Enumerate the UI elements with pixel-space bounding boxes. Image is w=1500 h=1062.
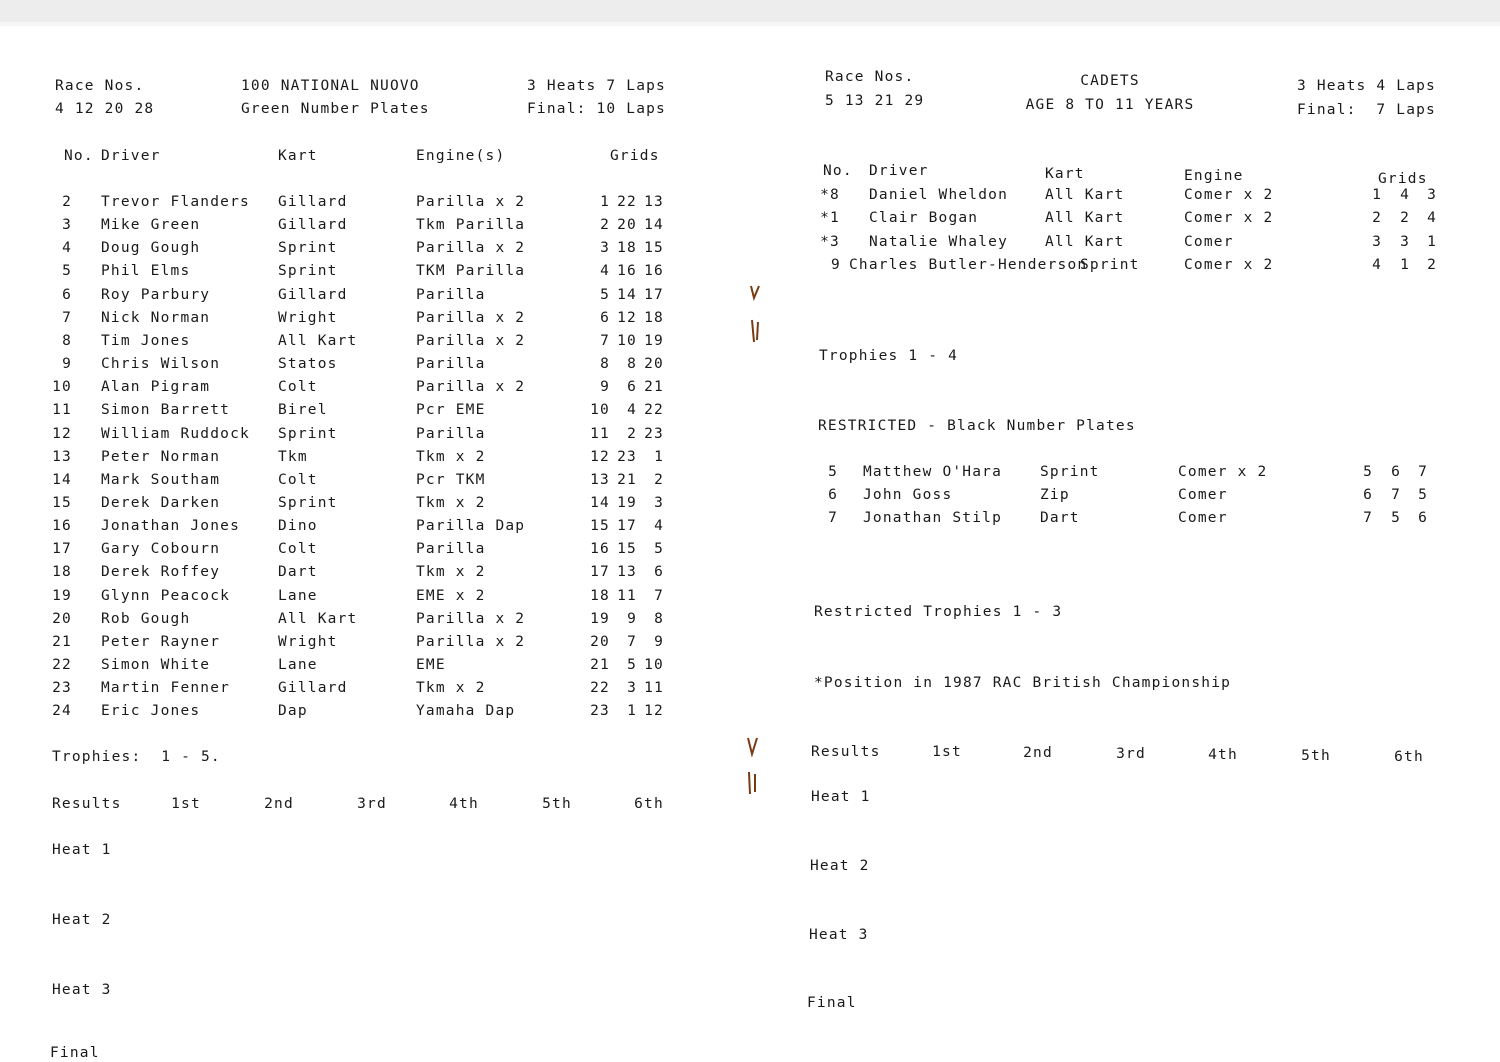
entry-grid-2: 14 [617, 286, 637, 303]
entry-engine: EME [416, 657, 446, 673]
entry-engine: Parilla [416, 356, 486, 373]
entry-no: 12 [52, 425, 72, 442]
result-place-header: 5th [542, 796, 572, 812]
result-row-label: Final [807, 995, 857, 1011]
entry-grid-2: 19 [617, 494, 637, 511]
result-row-label: Heat 1 [811, 789, 871, 805]
entry-grid-3: 3 [1427, 187, 1437, 203]
result-place-header: 3rd [357, 796, 387, 812]
entry-no: 22 [52, 657, 72, 673]
entry-kart: Sprint [278, 494, 338, 511]
entry-grid-2: 3 [1400, 233, 1410, 250]
entry-kart: All Kart [1045, 210, 1125, 227]
entry-kart: Colt [278, 379, 318, 396]
entry-grid-1: 23 [590, 703, 610, 720]
entry-engine: Comer [1184, 233, 1234, 250]
entry-grid-1: 4 [600, 263, 610, 280]
entry-driver: Phil Elms [101, 263, 191, 280]
entry-engine: Comer x 2 [1184, 187, 1274, 203]
entry-driver: Chris Wilson [101, 356, 221, 373]
heats-info: 3 Heats 7 Laps [526, 78, 666, 94]
entry-engine: Parilla [416, 286, 486, 303]
entry-grid-2: 16 [617, 263, 637, 280]
entry-grid-3: 2 [654, 471, 664, 488]
entry-grid-1: 6 [600, 309, 610, 326]
entry-driver: Simon White [101, 657, 211, 673]
entry-grid-2: 23 [617, 448, 637, 465]
result-place-header: 2nd [1023, 745, 1053, 761]
entry-no: 16 [52, 518, 72, 535]
entry-driver: Nick Norman [101, 309, 211, 326]
entry-kart: Lane [278, 587, 318, 604]
entry-grid-3: 1 [654, 448, 664, 465]
entry-grid-1: 11 [590, 425, 610, 442]
entry-driver: Tim Jones [101, 332, 191, 349]
entry-no: 8 [62, 332, 72, 349]
restricted-title: RESTRICTED - Black Number Plates [818, 418, 1136, 434]
entry-no: 9 [62, 356, 72, 373]
entry-driver: Rob Gough [101, 610, 191, 627]
footnote: *Position in 1987 RAC British Championship [814, 675, 1232, 691]
staple-mark [748, 284, 762, 314]
class-subtitle: Green Number Plates [241, 101, 430, 117]
class-title: 100 NATIONAL NUOVO [241, 78, 420, 94]
col-driver: Driver [101, 148, 161, 164]
entry-grid-1: 3 [1372, 233, 1382, 250]
entry-no: *8 [820, 187, 840, 203]
entry-grid-3: 22 [644, 402, 664, 419]
entry-grid-1: 10 [590, 402, 610, 419]
entry-grid-2: 17 [617, 518, 637, 535]
entry-no: 14 [52, 471, 72, 488]
entry-grid-3: 7 [654, 587, 664, 604]
entry-engine: Pcr TKM [416, 471, 486, 488]
entry-kart: Sprint [1040, 464, 1100, 480]
entry-grid-2: 21 [617, 471, 637, 488]
entry-engine: Tkm x 2 [416, 494, 486, 511]
entry-grid-2: 1 [1400, 257, 1410, 273]
entry-engine: Tkm x 2 [416, 680, 486, 697]
entry-engine: Parilla Dap [416, 518, 526, 535]
entry-grid-1: 1 [1372, 187, 1382, 203]
entry-driver: John Goss [863, 487, 953, 504]
result-place-header: 5th [1301, 748, 1331, 764]
entry-kart: Colt [278, 541, 318, 558]
entry-grid-1: 1 [600, 194, 610, 210]
entry-grid-1: 2 [600, 217, 610, 234]
entry-grid-2: 7 [1391, 487, 1401, 504]
entry-engine: Parilla x 2 [416, 633, 526, 650]
race-nos: 4 12 20 28 [55, 101, 155, 117]
col-engine: Engine(s) [416, 148, 506, 164]
entry-grid-2: 5 [627, 657, 637, 673]
entry-grid-1: 2 [1372, 210, 1382, 227]
entry-kart: Gillard [278, 286, 348, 303]
col-engine: Engine [1184, 168, 1244, 184]
entry-kart: Tkm [278, 448, 308, 465]
entry-grid-3: 20 [644, 356, 664, 373]
entry-grid-1: 21 [590, 657, 610, 673]
entry-no: 6 [62, 286, 72, 303]
entry-grid-1: 4 [1372, 257, 1382, 273]
result-place-header: 1st [171, 796, 201, 812]
result-place-header: 2nd [264, 796, 294, 812]
entry-grid-1: 8 [600, 356, 610, 373]
entry-grid-2: 10 [617, 332, 637, 349]
entry-no: 5 [828, 464, 838, 480]
entry-no: 6 [828, 487, 838, 504]
entry-grid-2: 6 [627, 379, 637, 396]
entry-grid-2: 4 [1400, 187, 1410, 203]
entry-kart: Birel [278, 402, 328, 419]
result-place-header: 6th [1394, 749, 1424, 765]
entry-kart: Sprint [278, 240, 338, 257]
entry-no: 10 [52, 379, 72, 396]
entry-grid-3: 19 [644, 332, 664, 349]
entry-no: 4 [62, 240, 72, 257]
entry-engine: TKM Parilla [416, 263, 526, 280]
entry-grid-3: 14 [644, 217, 664, 234]
entry-kart: Sprint [1080, 257, 1140, 273]
entry-grid-3: 11 [644, 680, 664, 697]
entry-driver: Jonathan Stilp [863, 510, 1003, 527]
entry-grid-1: 12 [590, 448, 610, 465]
col-grids: Grids [1378, 171, 1428, 187]
entry-no: 7 [828, 510, 838, 527]
entry-grid-1: 13 [590, 471, 610, 488]
entry-grid-2: 6 [1391, 464, 1401, 480]
entry-grid-3: 2 [1427, 257, 1437, 273]
entry-driver: Gary Cobourn [101, 541, 221, 558]
entry-grid-3: 5 [1418, 487, 1428, 504]
trophies: Trophies: 1 - 5. [52, 749, 221, 765]
entry-grid-1: 3 [600, 240, 610, 257]
entry-grid-1: 19 [590, 610, 610, 627]
entry-no: 5 [62, 263, 72, 280]
entry-driver: Glynn Peacock [101, 587, 231, 604]
restricted-trophies: Restricted Trophies 1 - 3 [814, 604, 1063, 620]
result-row-label: Heat 3 [809, 927, 869, 943]
entry-grid-1: 15 [590, 518, 610, 535]
entry-grid-3: 8 [654, 610, 664, 627]
col-kart: Kart [278, 148, 318, 164]
entry-kart: Dart [1040, 510, 1080, 527]
entry-kart: Wright [278, 633, 338, 650]
staple-mark [745, 770, 759, 800]
entry-engine: Comer x 2 [1184, 257, 1274, 273]
entry-engine: Parilla x 2 [416, 240, 526, 257]
entry-driver: Eric Jones [101, 703, 201, 720]
entry-driver: Peter Norman [101, 448, 221, 465]
entry-no: 17 [52, 541, 72, 558]
entry-grid-3: 13 [644, 194, 664, 210]
entry-grid-1: 5 [1363, 464, 1373, 480]
left-page [0, 26, 750, 1061]
entry-grid-2: 9 [627, 610, 637, 627]
result-row-label: Heat 1 [52, 842, 112, 858]
entry-grid-2: 11 [617, 587, 637, 604]
entry-driver: Daniel Wheldon [869, 187, 1009, 203]
result-row-label: Heat 2 [810, 858, 870, 874]
entry-engine: Parilla x 2 [416, 379, 526, 396]
entry-grid-2: 20 [617, 217, 637, 234]
entry-grid-1: 7 [600, 332, 610, 349]
race-nos: 5 13 21 29 [825, 93, 925, 109]
entry-grid-3: 16 [644, 263, 664, 280]
entry-kart: All Kart [1045, 233, 1125, 250]
entry-grid-1: 20 [590, 633, 610, 650]
entry-grid-2: 12 [617, 309, 637, 326]
entry-engine: Parilla [416, 541, 486, 558]
entry-grid-2: 18 [617, 240, 637, 257]
entry-kart: Gillard [278, 217, 348, 234]
entry-kart: All Kart [1045, 187, 1125, 203]
entry-engine: Comer x 2 [1178, 464, 1268, 480]
entry-grid-1: 14 [590, 494, 610, 511]
entry-grid-3: 7 [1418, 464, 1428, 480]
entry-grid-1: 7 [1363, 510, 1373, 527]
col-no: No. [823, 163, 853, 179]
scan-top-edge [0, 0, 1500, 22]
entry-no: 7 [62, 309, 72, 326]
entry-driver: Alan Pigram [101, 379, 211, 396]
entry-engine: Comer [1178, 487, 1228, 504]
entry-no: 11 [52, 402, 72, 419]
entry-no: 24 [52, 703, 72, 720]
entry-grid-3: 12 [644, 703, 664, 720]
entry-no: 20 [52, 610, 72, 627]
results-label: Results [52, 796, 122, 812]
entry-grid-1: 5 [600, 286, 610, 303]
entry-kart: All Kart [278, 332, 358, 349]
entry-kart: Dart [278, 564, 318, 581]
entry-no: 3 [62, 217, 72, 234]
entry-grid-3: 6 [1418, 510, 1428, 527]
entry-no: 9 [831, 257, 841, 273]
entry-grid-1: 9 [600, 379, 610, 396]
entry-grid-1: 17 [590, 564, 610, 581]
entry-engine: Tkm x 2 [416, 564, 486, 581]
entry-driver: Peter Rayner [101, 633, 221, 650]
entry-engine: Tkm Parilla [416, 217, 526, 234]
race-nos-label: Race Nos. [55, 78, 145, 94]
entry-engine: Comer x 2 [1184, 210, 1274, 227]
entry-kart: Dap [278, 703, 308, 720]
staple-mark [748, 318, 762, 348]
entry-grid-2: 4 [627, 402, 637, 419]
result-row-label: Final [50, 1045, 100, 1061]
entry-driver: Matthew O'Hara [863, 464, 1003, 480]
entry-driver: Martin Fenner [101, 680, 231, 697]
entry-driver: Roy Parbury [101, 286, 211, 303]
entry-no: 19 [52, 587, 72, 604]
result-place-header: 1st [932, 744, 962, 760]
heats-info: 3 Heats 4 Laps [1296, 78, 1436, 94]
entry-grid-2: 1 [627, 703, 637, 720]
entry-grid-2: 7 [627, 633, 637, 650]
entry-engine: Parilla x 2 [416, 610, 526, 627]
entry-no: 21 [52, 633, 72, 650]
entry-grid-2: 2 [1400, 210, 1410, 227]
result-place-header: 3rd [1116, 746, 1146, 762]
entry-grid-3: 15 [644, 240, 664, 257]
entry-kart: Colt [278, 471, 318, 488]
trophies: Trophies 1 - 4 [819, 348, 959, 364]
col-grids: Grids [610, 148, 660, 164]
entry-driver: Doug Gough [101, 240, 201, 257]
entry-kart: All Kart [278, 610, 358, 627]
entry-engine: Comer [1178, 510, 1228, 527]
entry-engine: Parilla [416, 425, 486, 442]
entry-no: 15 [52, 494, 72, 511]
entry-engine: Parilla x 2 [416, 309, 526, 326]
entry-grid-2: 5 [1391, 510, 1401, 527]
col-kart: Kart [1045, 166, 1085, 182]
entry-grid-2: 22 [617, 194, 637, 210]
race-nos-label: Race Nos. [825, 69, 915, 85]
entry-kart: Wright [278, 309, 338, 326]
entry-grid-3: 23 [644, 425, 664, 442]
col-no: No. [64, 148, 94, 164]
entry-kart: Dino [278, 518, 318, 535]
entry-grid-2: 3 [627, 680, 637, 697]
final-info: Final: 10 Laps [526, 101, 666, 117]
entry-grid-2: 13 [617, 564, 637, 581]
result-row-label: Heat 3 [52, 982, 112, 998]
entry-grid-2: 2 [627, 425, 637, 442]
entry-kart: Gillard [278, 680, 348, 697]
entry-engine: EME x 2 [416, 587, 486, 604]
entry-driver: Derek Roffey [101, 564, 221, 581]
entry-kart: Gillard [278, 194, 348, 210]
entry-driver: Derek Darken [101, 494, 221, 511]
entry-kart: Sprint [278, 425, 338, 442]
entry-grid-1: 16 [590, 541, 610, 558]
entry-grid-3: 4 [1427, 210, 1437, 227]
result-row-label: Heat 2 [52, 912, 112, 928]
entry-grid-3: 9 [654, 633, 664, 650]
entry-driver: William Ruddock [101, 425, 250, 442]
entry-engine: Yamaha Dap [416, 703, 516, 720]
result-place-header: 4th [1208, 747, 1238, 763]
entry-no: *3 [820, 233, 840, 250]
entry-grid-2: 15 [617, 541, 637, 558]
results-label: Results [811, 744, 881, 760]
entry-no: 23 [52, 680, 72, 697]
entry-driver: Simon Barrett [101, 402, 231, 419]
entry-driver: Mark Southam [101, 471, 221, 488]
entry-driver: Trevor Flanders [101, 194, 250, 210]
entry-grid-3: 4 [654, 518, 664, 535]
entry-no: 2 [62, 194, 72, 210]
result-place-header: 6th [634, 796, 664, 812]
entry-no: 13 [52, 448, 72, 465]
staple-mark [745, 736, 759, 766]
entry-kart: Statos [278, 356, 338, 373]
class-subtitle: AGE 8 TO 11 YEARS [1025, 97, 1195, 113]
entry-grid-1: 18 [590, 587, 610, 604]
result-place-header: 4th [449, 796, 479, 812]
final-info: Final: 7 Laps [1296, 102, 1436, 118]
entry-grid-3: 6 [654, 564, 664, 581]
entry-driver: Natalie Whaley [869, 233, 1009, 250]
entry-grid-3: 18 [644, 309, 664, 326]
entry-engine: Pcr EME [416, 402, 486, 419]
entry-grid-2: 8 [627, 356, 637, 373]
entry-grid-3: 21 [644, 379, 664, 396]
entry-driver: Clair Bogan [869, 210, 979, 227]
entry-driver: Charles Butler-Henderson [849, 257, 1088, 273]
entry-grid-1: 6 [1363, 487, 1373, 504]
entry-driver: Mike Green [101, 217, 201, 234]
entry-grid-3: 5 [654, 541, 664, 558]
entry-engine: Parilla x 2 [416, 332, 526, 349]
entry-no: 18 [52, 564, 72, 581]
entry-engine: Parilla x 2 [416, 194, 526, 210]
right-page [750, 26, 1500, 1058]
entry-driver: Jonathan Jones [101, 518, 241, 535]
entry-kart: Lane [278, 657, 318, 673]
entry-grid-1: 22 [590, 680, 610, 697]
entry-engine: Tkm x 2 [416, 448, 486, 465]
entry-grid-3: 1 [1427, 233, 1437, 250]
entry-grid-3: 10 [644, 657, 664, 673]
entry-no: *1 [820, 210, 840, 227]
entry-grid-3: 17 [644, 286, 664, 303]
entry-kart: Zip [1040, 487, 1070, 504]
class-title: CADETS [1080, 73, 1140, 89]
entry-grid-3: 3 [654, 494, 664, 511]
entry-kart: Sprint [278, 263, 338, 280]
col-driver: Driver [869, 163, 929, 179]
